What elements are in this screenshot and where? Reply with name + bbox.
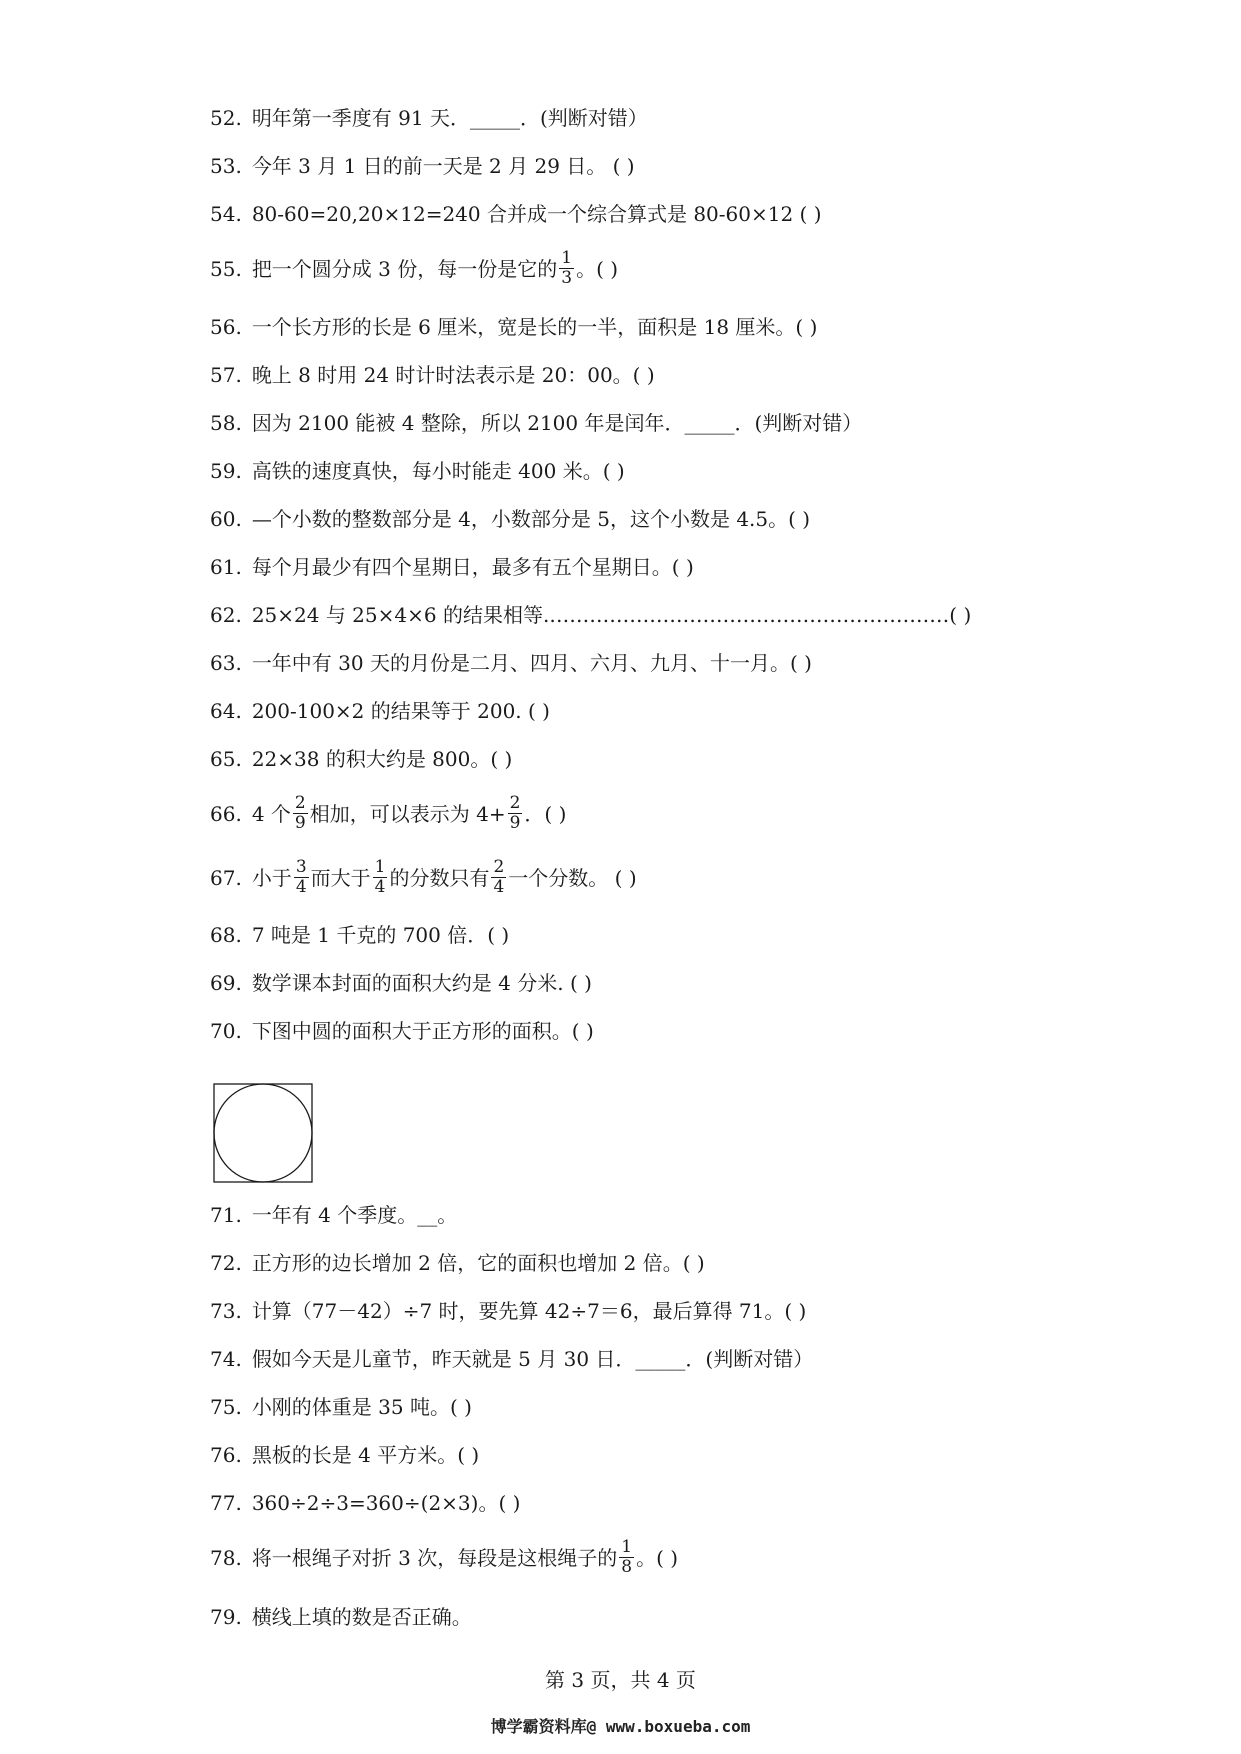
question-53: 53. 今年 3 月 1 日的前一天是 2 月 29 日。 ( ): [210, 154, 635, 178]
fraction: $\frac{3}{4}$: [295, 857, 307, 897]
question-66: 66. 4 个 $\frac{2}{9}$ 相加，可以表示为 4+ $\frac{2}{9}$ ．( ): [210, 793, 567, 833]
question-75: 75. 小刚的体重是 35 吨。( ): [210, 1395, 472, 1419]
fraction: $\frac{1}{8}$: [621, 1537, 633, 1577]
question-68: 68. 7 吨是 1 千克的 700 倍．( ): [210, 923, 510, 947]
question-54: 54. 80-60=20,20×12=240 合并成一个综合算式是 80-60×12 ( ): [210, 202, 822, 226]
question-52: 52. 明年第一季度有 91 天．_____．(判断对错）: [210, 106, 648, 130]
question-57: 57. 晚上 8 时用 24 时计时法表示是 20：00。( ): [210, 363, 655, 387]
question-62: 62. 25×24 与 25×4×6 的结果相等.……………………………………………………( ): [210, 603, 972, 627]
question-60: 60. —个小数的整数部分是 4，小数部分是 5，这个小数是 4.5。( ): [210, 507, 811, 531]
question-63: 63. 一年中有 30 天的月份是二月、四月、六月、九月、十一月。( ): [210, 651, 812, 675]
question-65: 65. 22×38 的积大约是 800。( ): [210, 747, 513, 771]
question-61: 61. 每个月最少有四个星期日，最多有五个星期日。( ): [210, 555, 694, 579]
question-77: 77. 360÷2÷3=360÷(2×3)。( ): [210, 1491, 521, 1515]
question-64: 64. 200-100×2 的结果等于 200. ( ): [210, 699, 550, 723]
watermark: 博学霸资料库@ www.boxueba.com: [490, 1717, 751, 1736]
page-number: 第 3 页，共 4 页: [545, 1668, 696, 1692]
circle-shape: [214, 1084, 312, 1182]
fraction: $\frac{2}{4}$: [493, 857, 505, 897]
circle-in-square-figure: [213, 1083, 313, 1183]
question-79: 79. 横线上填的数是否正确。: [210, 1605, 472, 1629]
question-59: 59. 高铁的速度真快，每小时能走 400 米。( ): [210, 459, 625, 483]
question-70: 70. 下图中圆的面积大于正方形的面积。( ): [210, 1019, 594, 1043]
question-69: 69. 数学课本封面的面积大约是 4 分米. ( ): [210, 971, 592, 995]
fraction: $\frac{1}{3}$: [561, 248, 573, 288]
question-67: 67. 小于 $\frac{3}{4}$ 而大于 $\frac{1}{4}$ 的分数只有 $\frac{2}{4}$ 一个分数。 ( ): [210, 857, 637, 897]
fraction: $\frac{2}{9}$: [509, 793, 521, 833]
question-55: 55. 把一个圆分成 3 份，每一份是它的 $\frac{1}{3}$ 。( ): [210, 248, 619, 288]
question-76: 76. 黑板的长是 4 平方米。( ): [210, 1443, 480, 1467]
question-71: 71. 一年有 4 个季度。__。: [210, 1203, 458, 1227]
fraction: $\frac{1}{4}$: [374, 857, 386, 897]
question-74: 74. 假如今天是儿童节，昨天就是 5 月 30 日．_____．(判断对错）: [210, 1347, 814, 1371]
question-58: 58. 因为 2100 能被 4 整除，所以 2100 年是闰年．_____．(判断对错）: [210, 411, 863, 435]
question-78: 78. 将一根绳子对折 3 次，每段是这根绳子的 $\frac{1}{8}$ 。( ): [210, 1537, 679, 1577]
question-72: 72. 正方形的边长增加 2 倍，它的面积也增加 2 倍。( ): [210, 1251, 705, 1275]
question-56: 56. 一个长方形的长是 6 厘米，宽是长的一半，面积是 18 厘米。( ): [210, 315, 818, 339]
fraction: $\frac{2}{9}$: [294, 793, 306, 833]
question-73: 73. 计算（77－42）÷7 时，要先算 42÷7＝6，最后算得 71。( ): [210, 1299, 807, 1323]
